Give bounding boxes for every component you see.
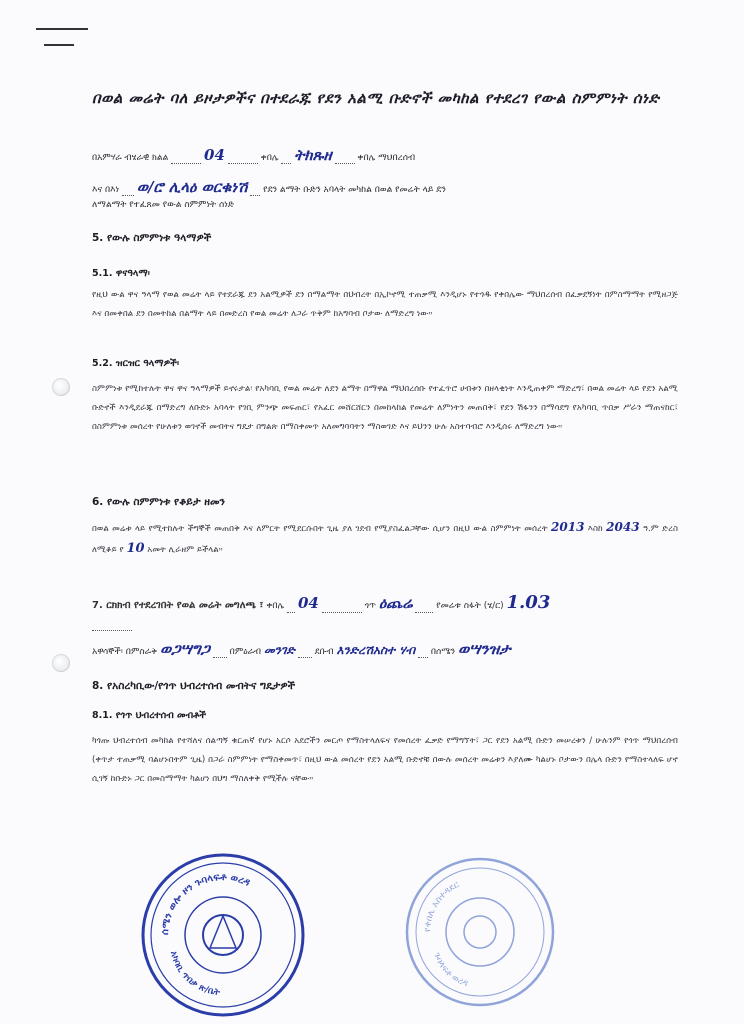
field-label: የመሬቱ ስፋት (ሄ/ር) (436, 601, 504, 611)
field-label: በሰሜን (430, 647, 456, 657)
section-heading: 5. የውሉ ስምምነቱ ዓላማዎች (92, 232, 212, 244)
subsection-heading: 5.2. ዝርዝር ዓላማዎች፡ (92, 358, 180, 369)
section-heading: 6. የውሉ ስምምነቱ የቆይታ ዘመን (92, 496, 225, 508)
field-label: ጎጥ (364, 601, 376, 611)
intro-line-1 (92, 146, 652, 164)
field-label: በምዕራብ (229, 647, 262, 657)
official-stamp-left (140, 852, 306, 1018)
paragraph: ስምምነቱ የሚከተሉት ዋና ዋና ዓላማዎች ይኖሩታል፡ የአካባቢ የወል መሬት ለደን ልማት በማዋል ማህበረሰቡ የተፈጥሮ ሀብቱን በዘላቂነት እንዲጠቀም ማድረግ፣ በወል መሬት ላይ የደን አልሚ ቡድኖች እንዲደራጁ በማድረግ ለቡድኑ አባላት የገቢ ምንጭ መፍጠር፣ የአፈር መሸርሸርን በመከላከል የመሬት ለምነትን መጠበቅ፣ የደን ሽፋንን በማሳደግ የአካባቢ ጥበቃ ሥራን ማጠናከር፣ በስምምነቱ መሰረት የሁለቱን ወገኖች መብትና ግዴታ በግልጽ በማስቀመጥ አለመግባባትን ማስወገድ እና ይህንን ሁሉ አስተባብሮ እንዲሰሩ ለማድረግ ነው። (92, 384, 678, 432)
section-heading: 8. የአስረካቢው/የጎጥ ህብረተሰብ መብትና ግዴታዎች (92, 680, 296, 692)
borders-line (92, 640, 692, 658)
paragraph-text: ዓ.ም ድረስ ለሚቆይ የ (92, 524, 678, 555)
stamp-text-bottom: አካባቢ ጥበቃ ጽ/ቤት (167, 950, 221, 998)
handwritten-place: ትክጹዘ (294, 146, 332, 164)
land-description-line (92, 592, 692, 613)
handwritten-zone: 04 (204, 146, 225, 164)
handwritten-north: ወሣንዝታ (458, 640, 511, 658)
handwritten-year-end: 2043 (606, 520, 640, 534)
paragraph-text: በወል መሬቱ ላይ የሚተከሉት ችግኞች መጠበቅ እና ለምርት የሚደርሱበት ጊዜ ያለ ገደብ የሚያስፈልጋቸው ሲሆን በዚህ ውል ስምምነት መሰረት (92, 524, 548, 534)
scan-mark (36, 28, 88, 30)
intro-text: በአምሃራ ብሄራዊ ክልል (92, 153, 169, 163)
svg-text:ጉባላፍቶ ወረዳ (431, 951, 469, 989)
handwritten-years: 10 (126, 541, 145, 556)
scan-mark (44, 44, 74, 46)
paragraph (92, 518, 678, 560)
field-label: ደቡብ (314, 647, 334, 657)
paragraph: የዚህ ውል ዋና ዓላማ የወል መሬት ላይ የተደራጁ ደን አልሚዎች ደን በማልማት በህብረት በኢኮኖሚ ተጠቃሚ እንዲሆኑ የተጎዱ የቀበሌው ማህበረሰብ በፈቃደኝነት በምስማማት የሚዘጋጅ እና በመቀበል ደን በመትከል በልማት ላይ በመድረስ የወል መሬት ለጋራ ጥቅም ከአግባብ ቦታው ለማድረግ ነው። (92, 290, 678, 319)
stamp-seal-graphic (140, 852, 306, 1018)
handwritten-place: ዕጨሬ (378, 594, 413, 612)
field-label: ቀበሌ (266, 601, 285, 611)
intro-line-3: ለማልማት የተፈጸመ የውል ስምምነት ሰነድ (92, 200, 235, 210)
stamp-text-top: ሰሜን ወሎ ዞን ጉባላፍቶ ወረዳ (159, 871, 252, 936)
document-title: በወል መሬት ባለ ይዞታዎችና በተደራጁ የደን አልሚ ቡድኖች መካከል የተደረገ የውል ስምምነት ሰነድ (92, 89, 660, 107)
field-label: አዋሳኞች፡ በምስራቅ (92, 647, 158, 657)
punch-hole (52, 378, 70, 396)
handwritten-west: መንገድ (263, 643, 295, 657)
subsection-heading: 8.1. የጎጥ ህብረተሰብ መብቶች (92, 710, 207, 721)
punch-hole (52, 654, 70, 672)
intro-line-2 (92, 178, 652, 196)
handwritten-south: እንድረሽአስተ ሃብ (336, 643, 416, 657)
handwritten-area: 1.03 (506, 592, 551, 613)
intro-text: ቀበሌ (260, 153, 279, 163)
stamp-text-bottom: ጉባላፍቶ ወረዳ (431, 951, 470, 990)
handwritten-year-start: 2013 (551, 520, 585, 534)
handwritten-east: ወጋሣግጋ (160, 640, 210, 658)
paragraph-text: እስከ (587, 524, 603, 534)
subsection-heading: 5.1. ዋናዓላማ፡ (92, 268, 150, 279)
intro-text: ቀበሌ ማህበረሰብ (357, 153, 416, 163)
stamp-seal-graphic (404, 856, 556, 1008)
svg-text:የቀበሌ አስተዳደር (423, 880, 461, 932)
paragraph-text: አመት ሊራዘም ይችላል። (147, 545, 223, 555)
intro-text: የደን ልማት ቡድን አባላት መካከል በወል የመሬት ላይ ደን (263, 185, 446, 195)
section-heading: 7. ርክክብ የተደረገበት የወል መሬት መግለጫ ፣ (92, 600, 264, 611)
dotted-rule (92, 620, 132, 631)
official-stamp-right (404, 856, 556, 1008)
handwritten-kebele: 04 (297, 594, 319, 612)
intro-text: እና በእነ (92, 185, 120, 195)
stamp-text-top: የቀበሌ አስተዳደር (422, 880, 461, 933)
paragraph: ካጎጡ ህብረተሰብ መካከል የተሻለና ሰልጣኝ ቁርጠኛ የሆኑ አርሶ አደሮችን መርጦ የማስተላለፍና የመሰረት ፈቃድ የማግኘት፣ ጋር የደን አልሚ ቡድን መሠረቱን / ሁሉንም የጎጥ ማህበረሰብ (ቀጥታ ተጠቃሚ ባልሆኑበትም ጊዜ) በጋራ ስምምነት የማስቀመጥ፣ በዚህ ውል መሰረት የደን አልሚ ቡድኖቹ በውሉ መሰረት መሬቱን እያለሙ ካልሆኑ ቦታውን በሌላ ቡድን የማስተላለፍ ሆኖ ሲገኝ ከቡድኑ ጋር በመስማማት ካልሆነ በህግ ማስለቀቅ የሚችሉ ናቸው። (92, 736, 678, 784)
svg-text:አካባቢ ጥበቃ ጽ/ቤት (168, 950, 221, 998)
handwritten-name: ወ/ሮ ሊላዕ ወርቁነሽ (136, 178, 248, 196)
